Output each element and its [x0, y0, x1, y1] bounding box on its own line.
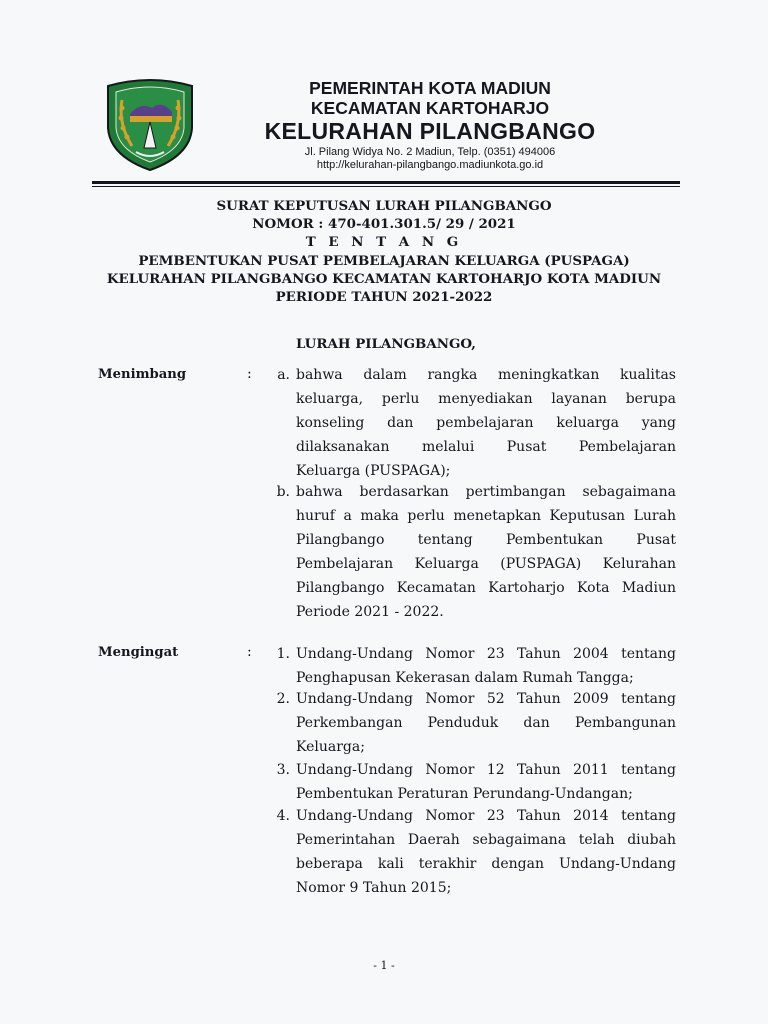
item-line: keluarga, perlu menyediakan layanan berupa — [296, 391, 676, 407]
item-line: beberapa kali terakhir dengan Undang-Undang — [296, 856, 676, 872]
title-tentang: T E N T A N G — [305, 234, 463, 251]
item-line: Keluarga (PUSPAGA); — [296, 463, 451, 479]
item-mark: b. — [276, 484, 290, 500]
item-line: Periode 2021 - 2022. — [296, 604, 444, 620]
signatory-heading: LURAH PILANGBANGO, — [296, 336, 476, 352]
item-line: Pilangbango tentang Pembentukan Pusat — [296, 532, 676, 548]
menimbang-colon: : — [247, 366, 252, 382]
letterhead-divider-thick — [92, 181, 680, 184]
city-emblem-logo — [100, 76, 200, 172]
item-line: Pembentukan Peraturan Perundang-Undangan; — [296, 786, 633, 802]
mengingat-item-2 — [266, 687, 676, 759]
letterhead-url: http://kelurahan-pilangbango.madiunkota.go.id — [316, 159, 544, 171]
item-line: Perkembangan Penduduk dan Pembangunan — [296, 715, 676, 731]
title-line-1: SURAT KEPUTUSAN LURAH PILANGBANGO — [216, 198, 552, 214]
letterhead-address: Jl. Pilang Widya No. 2 Madiun, Telp. (0351) 494006 — [304, 146, 556, 158]
item-line: dilaksanakan melalui Pusat Pembelajaran — [296, 439, 676, 455]
mengingat-label: Mengingat — [98, 645, 179, 660]
letterhead-village: KELURAHAN PILANGBANGO — [264, 118, 596, 144]
item-line: Keluarga; — [296, 739, 365, 755]
title-period: PERIODE TAHUN 2021-2022 — [275, 289, 493, 306]
title-line-4: PEMBENTUKAN PUSAT PEMBELAJARAN KELUARGA (PUSPAGA) — [138, 252, 630, 269]
item-line: Undang-Undang Nomor 52 Tahun 2009 tentang — [296, 691, 676, 707]
item-mark: a. — [277, 367, 290, 383]
item-mark: 1. — [276, 646, 290, 662]
title-number: NOMOR : 470-401.301.5/ 29 / 2021 — [252, 216, 516, 233]
item-line: konseling dan pembelajaran keluarga yang — [296, 415, 676, 431]
item-line: Pilangbango Kecamatan Kartoharjo Kota Madiun — [296, 580, 676, 596]
letterhead-government: PEMERINTAH KOTA MADIUN — [309, 78, 551, 98]
title-line-5: KELURAHAN PILANGBANGO KECAMATAN KARTOHARJO KOTA MADIUN — [106, 270, 662, 287]
mengingat-colon: : — [247, 644, 252, 660]
item-line: Pemerintahan Daerah sebagaimana telah diubah — [296, 832, 676, 848]
menimbang-item-b — [266, 480, 676, 624]
item-line: Penghapusan Kekerasan dalam Rumah Tangga; — [296, 670, 634, 686]
decree-title — [60, 197, 708, 306]
page-number: - 1 - — [373, 959, 395, 972]
item-line: Undang-Undang Nomor 23 Tahun 2004 tentang — [296, 646, 676, 662]
item-line: Undang-Undang Nomor 12 Tahun 2011 tentang — [296, 762, 676, 778]
mengingat-item-3 — [266, 758, 676, 806]
item-line: Pembelajaran Keluarga (PUSPAGA) Kelurahan — [296, 556, 676, 572]
item-line: Nomor 9 Tahun 2015; — [296, 880, 452, 896]
item-mark: 2. — [276, 691, 290, 707]
item-mark: 3. — [276, 762, 290, 778]
menimbang-label: Menimbang — [98, 367, 187, 382]
item-mark: 4. — [276, 808, 290, 824]
mengingat-item-4 — [266, 804, 676, 900]
mengingat-item-1 — [266, 642, 676, 690]
letterhead-district: KECAMATAN KARTOHARJO — [310, 98, 550, 118]
letterhead-divider-thin — [92, 186, 680, 187]
menimbang-item-a — [266, 363, 676, 483]
item-line: Undang-Undang Nomor 23 Tahun 2014 tentang — [296, 808, 676, 824]
item-line: bahwa berdasarkan pertimbangan sebagaimana — [296, 484, 676, 500]
item-line: bahwa dalam rangka meningkatkan kualitas — [296, 367, 676, 383]
letterhead — [240, 78, 620, 172]
item-line: huruf a maka perlu menetapkan Keputusan Lurah — [296, 508, 676, 524]
